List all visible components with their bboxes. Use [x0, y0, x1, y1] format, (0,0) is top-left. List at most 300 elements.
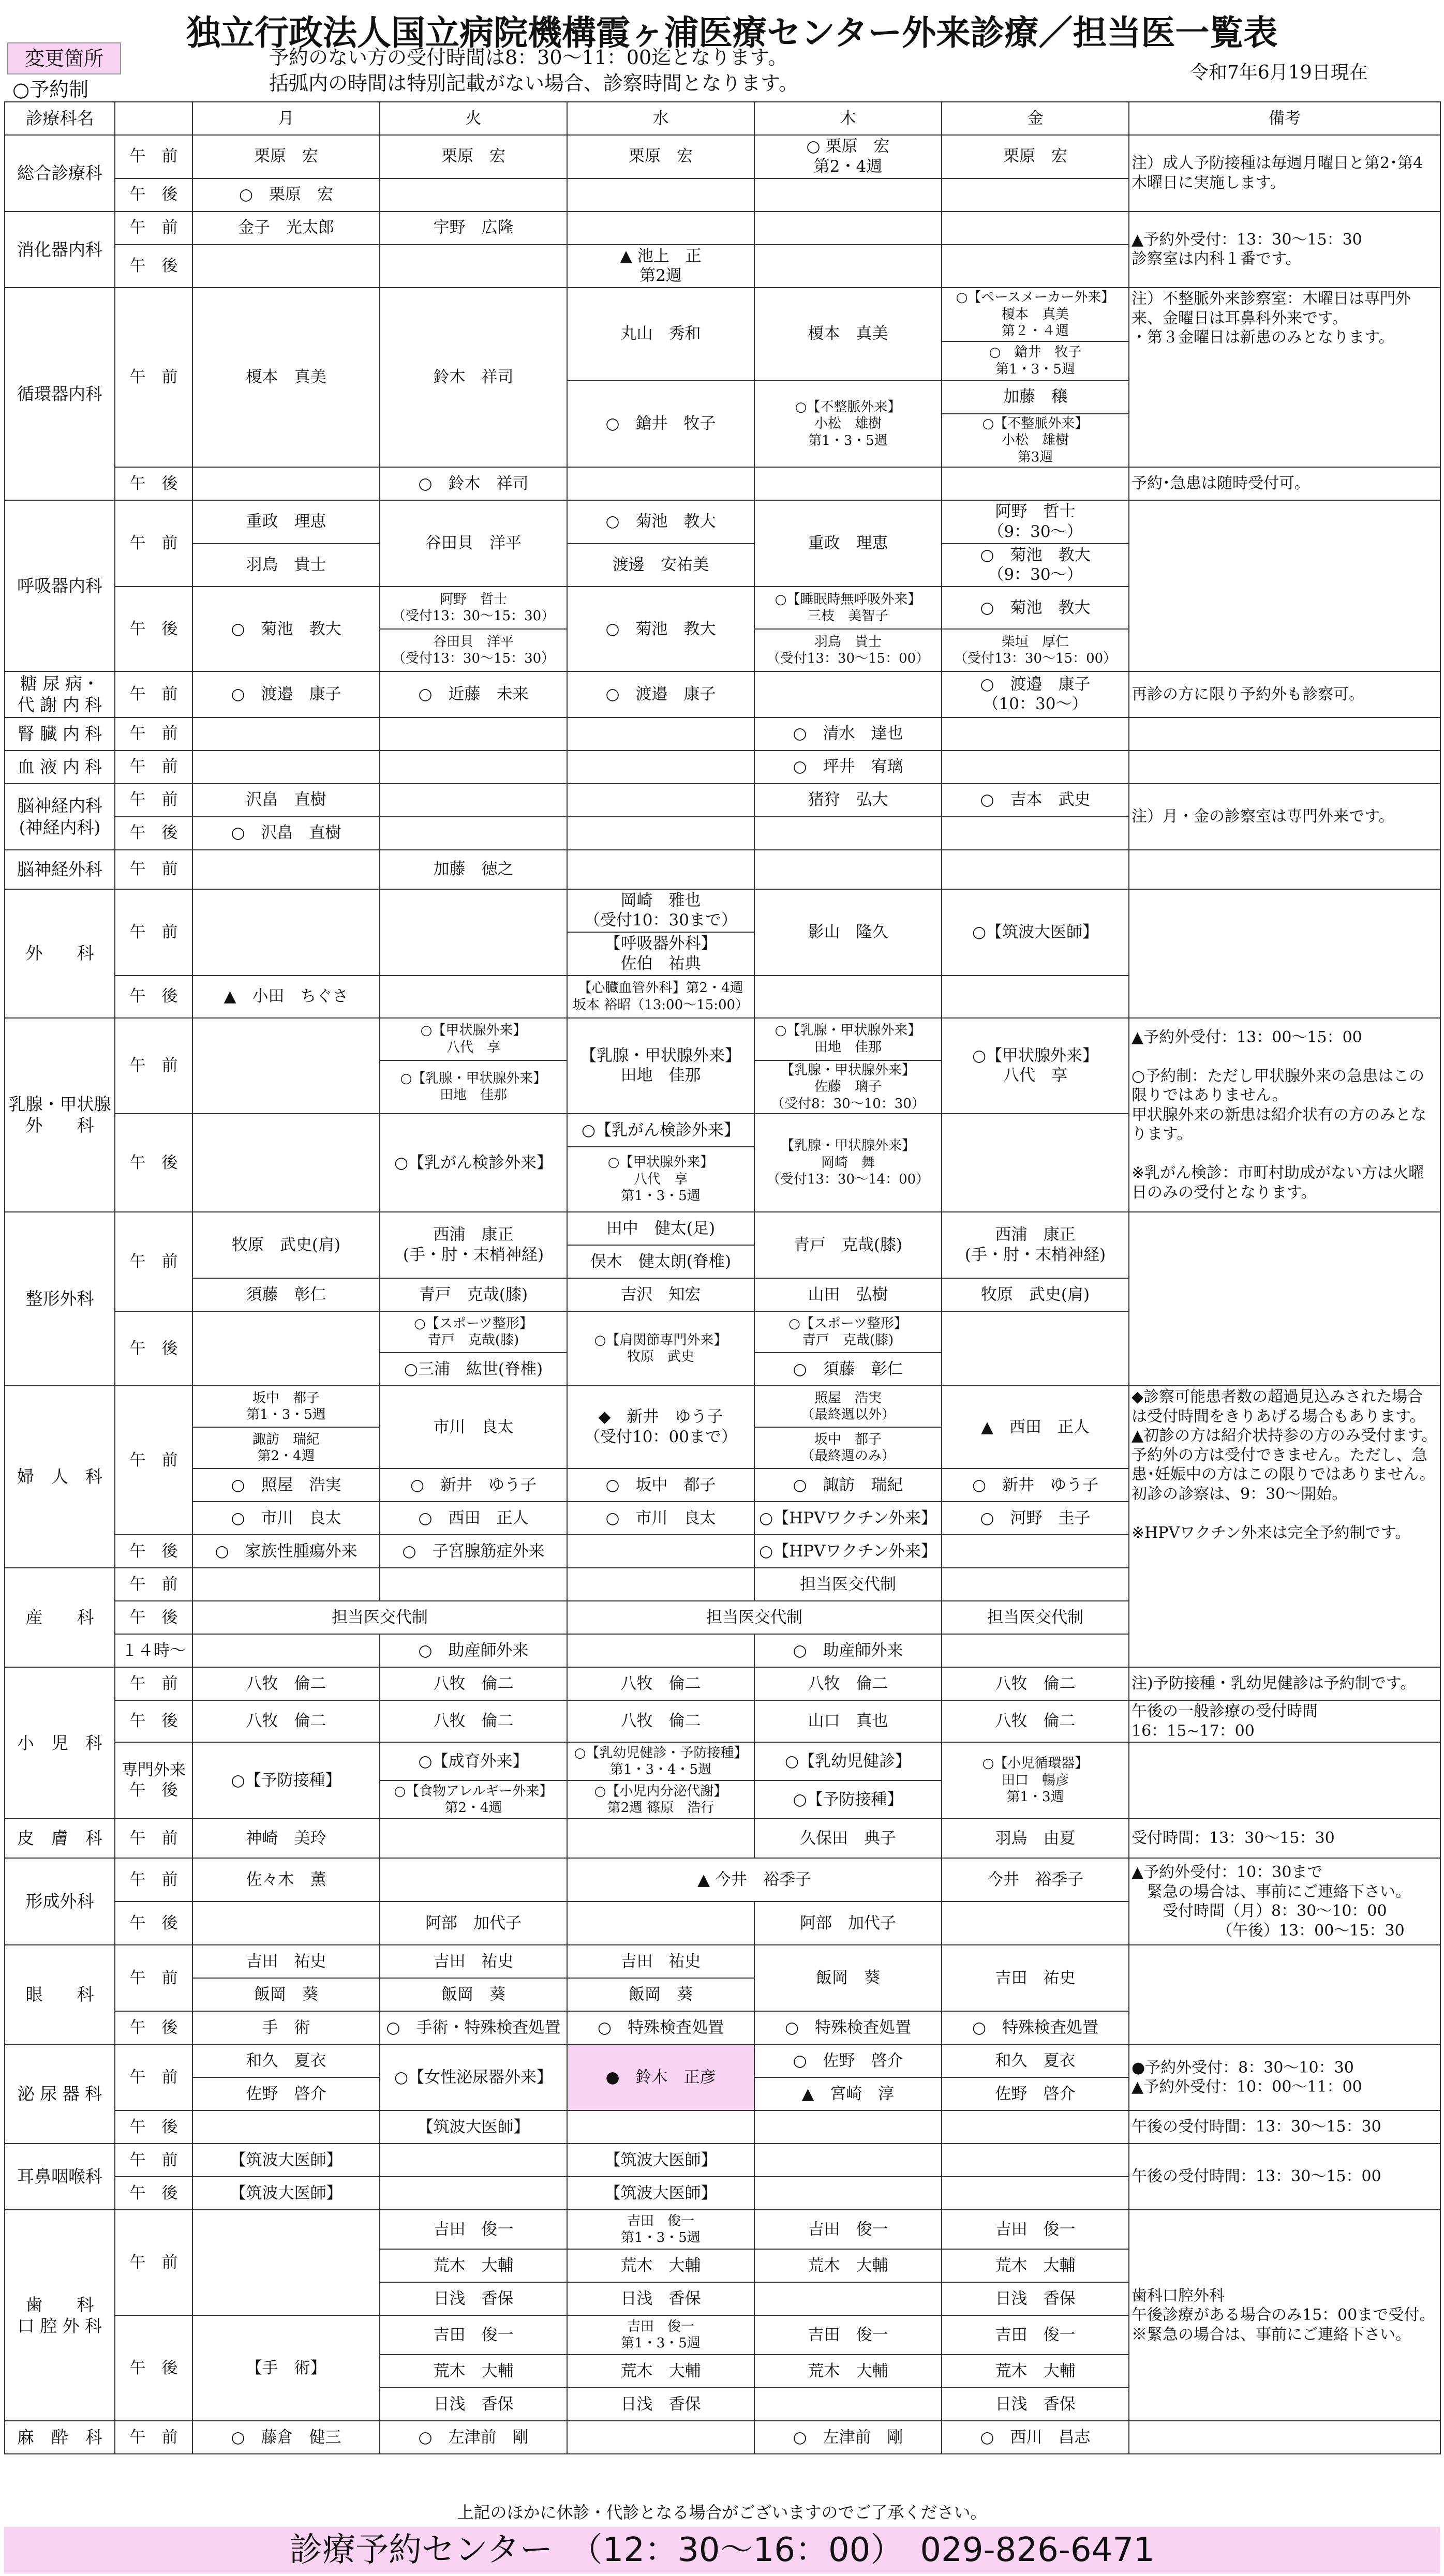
doctor-cell [567, 1147, 754, 1212]
doctor-cell [192, 1667, 380, 1700]
table-row [5, 2044, 1440, 2077]
doctor-cell-text: 吉田 俊一 [433, 2220, 514, 2239]
empty-cell [754, 467, 942, 500]
doctor-cell-text: ○ 西田 正人 [418, 1508, 529, 1527]
doctor-cell [942, 2355, 1129, 2388]
doctor-cell-text: ○ 菊池 教大 [231, 619, 341, 638]
empty-cell [192, 1568, 380, 1601]
doctor-cell [754, 1819, 942, 1858]
doctor-cell [567, 1502, 754, 1535]
period-cell [115, 178, 192, 212]
period-cell-text: 午 後 [129, 256, 178, 275]
empty-cell [567, 1634, 754, 1667]
table-row [5, 1212, 1440, 1245]
doctor-cell-text: 担当医交代制 [706, 1608, 802, 1627]
doctor-cell [192, 587, 380, 671]
department-name-text: 循環器内科 [17, 383, 102, 404]
doctor-cell [754, 1469, 942, 1502]
department-name-text: 脳神経外科 [17, 859, 102, 879]
empty-cell [192, 2210, 380, 2315]
doctor-cell [942, 587, 1129, 629]
doctor-cell-text: 【筑波大医師】 [604, 2183, 717, 2203]
empty-cell [380, 784, 567, 817]
department-name-text: 形成外科 [25, 1891, 94, 1912]
empty-cell [1129, 1212, 1440, 1386]
period-cell [115, 1568, 192, 1601]
note-cell [1129, 1018, 1440, 1212]
period-cell-text: 午 前 [129, 757, 178, 776]
note-cell-text: 午後の受付時間：13：30～15：30 [1132, 2118, 1381, 2136]
column-header-text: 診療科名 [25, 108, 94, 129]
empty-cell [942, 1114, 1129, 1212]
doctor-cell [942, 2011, 1129, 2044]
period-cell-text: 午 後 [129, 987, 178, 1006]
column-header-text: 金 [1027, 109, 1044, 128]
doctor-cell-text: 八牧 倫二 [995, 1712, 1076, 1731]
doctor-cell [567, 2210, 754, 2249]
table-row [5, 288, 1440, 341]
department-name [5, 1858, 115, 1945]
empty-cell [1129, 1945, 1440, 2044]
table-row [5, 1742, 1440, 1780]
table-row [5, 1386, 1440, 1427]
doctor-cell [380, 1353, 567, 1386]
doctor-cell [567, 2177, 754, 2210]
doctor-cell-text: 【筑波大医師】 [417, 2117, 530, 2136]
reception-notes [269, 44, 798, 96]
doctor-cell [567, 1212, 754, 1245]
note-cell [1129, 2044, 1440, 2110]
table-row [5, 889, 1440, 933]
doctor-cell-text: 牧原 武史(肩) [980, 1285, 1090, 1304]
doctor-cell-text: 渡邊 安祐美 [613, 555, 709, 574]
doctor-cell-text: 羽鳥 由夏 [995, 1829, 1076, 1848]
doctor-cell-text: 【筑波大医師】 [230, 2150, 343, 2169]
table-row [5, 1667, 1440, 1700]
doctor-cell [567, 1667, 754, 1700]
column-header [567, 102, 754, 135]
doctor-cell [380, 2249, 567, 2282]
empty-cell [942, 1634, 1129, 1667]
doctor-cell-text: ○ 佐野 啓介 [793, 2051, 903, 2070]
doctor-cell-text: 鈴木 祥司 [433, 368, 514, 387]
doctor-cell [567, 932, 754, 976]
doctor-cell [754, 1742, 942, 1780]
doctor-cell-text: ○ 鎗井 牧子 第1・3・5週 [989, 345, 1082, 377]
department-name [5, 2044, 115, 2144]
doctor-cell-text: 栗原 宏 [1003, 147, 1067, 166]
period-cell-text: 午 前 [129, 147, 178, 166]
doctor-cell [192, 1535, 380, 1568]
doctor-cell [567, 1780, 754, 1819]
doctor-cell [942, 629, 1129, 671]
department-name [5, 2421, 115, 2454]
table-row [5, 102, 1440, 135]
doctor-cell-text: 佐野 啓介 [246, 2084, 326, 2103]
doctor-cell [380, 1901, 567, 1945]
note-cell-text: 午後の一般診療の受付時間 16：15~17：00 [1132, 1702, 1318, 1740]
doctor-cell-text: 荒木 大輔 [808, 2256, 888, 2275]
doctor-cell [380, 1780, 567, 1819]
period-cell [115, 1901, 192, 1945]
doctor-cell [192, 2011, 380, 2044]
doctor-cell [567, 1742, 754, 1780]
period-cell [115, 2144, 192, 2177]
doctor-cell [942, 414, 1129, 468]
doctor-cell [380, 2355, 567, 2388]
department-name [5, 2144, 115, 2210]
doctor-cell-text: ○ 清水 達也 [793, 724, 903, 743]
doctor-cell-text: 八牧 倫二 [433, 1712, 514, 1731]
doctor-cell-text: ○【スポーツ整形】 青戸 克哉(膝) [414, 1315, 533, 1348]
doctor-cell [942, 135, 1129, 178]
doctor-cell-text: ○ 鎗井 牧子 [605, 414, 716, 433]
empty-cell [1129, 751, 1440, 784]
note-cell [1129, 784, 1440, 850]
doctor-cell [567, 1386, 754, 1469]
doctor-cell-text: 佐々木 薫 [246, 1870, 326, 1889]
doctor-cell-text: ○【小児内分泌代謝】 第2週 篠原 浩行 [594, 1783, 727, 1816]
empty-cell [567, 850, 754, 889]
period-cell-text: 午 後 [129, 619, 178, 638]
period-cell [115, 976, 192, 1018]
doctor-cell [754, 1114, 942, 1212]
empty-cell [754, 2144, 942, 2177]
department-name [5, 1212, 115, 1386]
doctor-cell [380, 587, 567, 629]
doctor-cell [192, 178, 380, 212]
doctor-cell [192, 500, 380, 544]
doctor-cell-text: ○【予防接種】 [231, 1771, 341, 1790]
empty-cell [380, 178, 567, 212]
period-cell [115, 2177, 192, 2210]
doctor-cell [567, 2282, 754, 2315]
doctor-cell-text: 吉田 祐史 [995, 1968, 1076, 1987]
note-cell-text: 注）不整脈外来診察室：木曜日は専門外来、金曜日は耳鼻科外来です。 ・第３金曜日は新患のみとなります。 [1132, 290, 1411, 347]
note-cell [1129, 288, 1440, 467]
doctor-cell [380, 2315, 567, 2355]
period-cell-text: 午 前 [129, 2068, 178, 2087]
empty-cell [380, 1858, 567, 1901]
doctor-cell [380, 671, 567, 717]
period-cell-text: 午 前 [129, 1056, 178, 1075]
doctor-cell-text: 飯岡 葵 [629, 1985, 693, 2004]
period-cell [115, 817, 192, 850]
doctor-cell-text: ○ 西川 昌志 [980, 2428, 1091, 2447]
doctor-cell-text: 坂中 都子 第1・3・5週 [246, 1390, 326, 1422]
doctor-cell-text: ○【乳がん検診外来】 [394, 1153, 553, 1172]
doctor-cell-text: 岡崎 雅也 （受付10：30まで） [584, 891, 737, 930]
doctor-cell-text: 【筑波大医師】 [604, 2150, 717, 2169]
department-name-text: 消化器内科 [17, 239, 102, 260]
doctor-cell-text: 吉田 俊一 [808, 2325, 888, 2344]
empty-cell [380, 1568, 567, 1601]
doctor-cell [380, 2210, 567, 2249]
doctor-cell-text: ○ 藤倉 健三 [231, 2428, 341, 2447]
doctor-cell-text: 荒木 大輔 [433, 2256, 514, 2275]
doctor-cell [567, 135, 754, 178]
table-row [5, 717, 1440, 751]
doctor-cell [754, 1700, 942, 1742]
doctor-cell [380, 1469, 567, 1502]
doctor-cell-text: 荒木 大輔 [433, 2361, 514, 2380]
department-name [5, 500, 115, 671]
period-cell [115, 587, 192, 671]
doctor-cell-text: 青戸 克哉(膝) [419, 1285, 528, 1304]
department-name-text: 泌 尿 器 科 [17, 2084, 102, 2104]
doctor-cell-text: ○【ペースメーカー外来】 榎本 真美 第２・４週 [956, 290, 1115, 339]
doctor-cell-text: 手 術 [262, 2018, 310, 2037]
doctor-cell [754, 1212, 942, 1278]
doctor-cell [567, 2315, 754, 2355]
doctor-cell [754, 2077, 942, 2110]
column-header-text: 備考 [1269, 109, 1301, 128]
empty-cell [1129, 500, 1440, 671]
doctor-cell [754, 751, 942, 784]
doctor-cell-text: 吉田 俊一 [995, 2220, 1076, 2239]
empty-cell [192, 1311, 380, 1386]
period-cell [115, 2421, 192, 2454]
doctor-cell-text: 山口 真也 [808, 1712, 888, 1731]
doctor-cell [942, 381, 1129, 414]
doctor-cell [380, 135, 567, 178]
empty-cell [567, 1901, 754, 1945]
doctor-cell-text: ○ 手術・特殊検査処置 [386, 2018, 561, 2037]
doctor-cell [942, 1601, 1129, 1634]
doctor-cell-text: 羽鳥 貴士 [246, 555, 326, 574]
doctor-cell [192, 1278, 380, 1311]
doctor-cell [754, 1901, 942, 1945]
as-of-date: 令和7年6月19日現在 [1190, 62, 1368, 83]
doctor-cell [192, 1469, 380, 1502]
doctor-cell-text: 坂中 都子 （最終週のみ） [800, 1431, 895, 1464]
table-row [5, 467, 1440, 500]
doctor-cell-text: 沢畠 直樹 [246, 790, 326, 810]
department-name [5, 1018, 115, 1212]
period-cell-text: 午 後 [129, 2183, 178, 2203]
doctor-cell [192, 817, 380, 850]
doctor-cell-text: 久保田 典子 [800, 1829, 896, 1848]
period-cell-text: 午 前 [129, 860, 178, 879]
doctor-cell-text: ○ 沢畠 直樹 [231, 823, 341, 843]
doctor-cell [192, 2144, 380, 2177]
period-cell-text: 午 前 [129, 2253, 178, 2272]
doctor-cell [567, 976, 754, 1018]
legend-changed: 変更箇所 [7, 42, 121, 74]
doctor-cell-text: ○【女性泌尿器外来】 [394, 2068, 553, 2087]
empty-cell [115, 102, 192, 135]
doctor-cell-text: 阿野 哲士 （9：30～） [988, 502, 1083, 541]
doctor-cell [380, 2110, 567, 2144]
doctor-cell [567, 245, 754, 288]
doctor-cell-text: 日浅 香保 [995, 2289, 1076, 2308]
doctor-cell [567, 1018, 754, 1114]
doctor-cell-text: 猪狩 弘大 [808, 790, 888, 810]
column-header [192, 102, 380, 135]
doctor-cell [192, 2177, 380, 2210]
doctor-cell-text: ○ 鈴木 祥司 [418, 474, 529, 493]
empty-cell [567, 2421, 754, 2454]
doctor-cell-text: 荒木 大輔 [620, 2256, 701, 2275]
empty-cell [942, 2110, 1129, 2144]
doctor-cell [567, 2249, 754, 2282]
period-cell-text: 午 後 [129, 1608, 178, 1627]
period-cell-text: 午 後 [129, 1541, 178, 1561]
empty-cell [942, 717, 1129, 751]
empty-cell [942, 212, 1129, 245]
table-row [5, 1700, 1440, 1742]
doctor-cell [754, 500, 942, 587]
empty-cell [380, 717, 567, 751]
doctor-cell-text: 阿部 加代子 [800, 1913, 896, 1933]
period-cell-text: 午 後 [129, 185, 178, 204]
column-header [942, 102, 1129, 135]
empty-cell [754, 850, 942, 889]
doctor-cell [754, 2044, 942, 2077]
doctor-cell-text: ○ 左津前 剛 [418, 2428, 529, 2447]
period-cell-text: 午 前 [129, 1674, 178, 1693]
department-name-text: 産 科 [25, 1607, 94, 1628]
note-cell [1129, 212, 1440, 288]
doctor-cell-text: ○ 家族性腫瘍外来 [215, 1541, 358, 1561]
note-line: 予約のない方の受付時間は8：30～11：00迄となります。 [269, 46, 788, 69]
doctor-cell-text: 八牧 倫二 [620, 1712, 701, 1731]
department-name-text: 麻 酔 科 [17, 2427, 102, 2448]
doctor-cell [567, 671, 754, 717]
empty-cell [567, 817, 754, 850]
doctor-cell [942, 341, 1129, 381]
doctor-cell [192, 1700, 380, 1742]
doctor-cell [567, 2355, 754, 2388]
doctor-cell [754, 2315, 942, 2355]
doctor-cell [754, 1018, 942, 1060]
table-row [5, 784, 1440, 817]
doctor-cell-text: 西浦 康正 (手・肘・末梢神経) [403, 1225, 544, 1264]
column-header [754, 102, 942, 135]
doctor-cell-text: ○【肩関節専門外来】 牧原 武史 [594, 1332, 727, 1365]
doctor-cell-text: 日浅 香保 [620, 2289, 701, 2308]
doctor-cell [192, 1212, 380, 1278]
doctor-cell [567, 1601, 942, 1634]
doctor-cell-text: ○【予防接種】 [793, 1790, 903, 1809]
doctor-cell [567, 1311, 754, 1386]
doctor-cell [192, 2077, 380, 2110]
doctor-cell-text: ○【不整脈外来】 小松 雄樹 第3週 [982, 415, 1089, 465]
doctor-cell-text: ● 鈴木 正彦 [605, 2068, 716, 2087]
period-cell [115, 717, 192, 751]
doctor-cell [192, 212, 380, 245]
period-cell [115, 1018, 192, 1114]
doctor-cell-text: ○ 須藤 彰仁 [793, 1359, 903, 1379]
note-cell-text: ▲予約外受付：10：30まで 緊急の場合は、事前にご連絡下さい。 受付時間（月）8：30～10：00 （午後）13：00～15：30 [1132, 1863, 1411, 1940]
doctor-cell-text: 吉田 祐史 [246, 1952, 326, 1971]
period-cell [115, 1212, 192, 1311]
department-name [5, 1568, 115, 1667]
period-cell [115, 2044, 192, 2110]
doctor-cell-text: 吉田 祐史 [620, 1952, 701, 1971]
period-cell-text: 午 前 [129, 2428, 178, 2447]
doctor-cell [942, 2077, 1129, 2110]
doctor-cell-text: 西浦 康正 (手・肘・末梢神経) [964, 1225, 1106, 1264]
footnote: 上記のほかに休診・代診となる場合がございますのでご了承ください。 [457, 2503, 987, 2522]
doctor-cell-text: 【乳腺・甲状腺外来】 佐藤 璃子 （受付8：30～10：30） [771, 1062, 925, 1112]
empty-cell [567, 178, 754, 212]
period-cell [115, 1858, 192, 1901]
doctor-cell-text: 荒木 大輔 [620, 2361, 701, 2380]
doctor-cell-text: 【心臓血管外科】第2・4週 坂本 裕昭（13:00～15:00） [572, 980, 749, 1013]
doctor-cell-text: 栗原 宏 [629, 147, 693, 166]
doctor-cell-text: 重政 理恵 [808, 534, 888, 553]
period-cell [115, 1311, 192, 1386]
department-name-text: 呼吸器内科 [17, 575, 102, 596]
note-cell [1129, 1700, 1440, 1742]
period-cell-text: 午 後 [129, 1339, 178, 1358]
note-cell [1129, 1858, 1440, 1945]
period-cell-text: 午 前 [129, 2150, 178, 2169]
department-name-text: 脳神経内科 (神経内科) [17, 796, 102, 837]
doctor-cell-text: ○ 坂中 都子 [605, 1475, 716, 1494]
table-row [5, 751, 1440, 784]
doctor-cell-text: 【乳腺・甲状腺外来】 田地 佳那 [580, 1046, 741, 1085]
period-cell-text: 午 後 [129, 2358, 178, 2377]
note-cell-text: ◆診察可能患者数の超過見込みされた場合は受付時間をきりあげる場合もあります。 ▲初診の方は紹介状持参の方のみ受付ます。予約外の方は受付できません。ただし、急患･妊娠中の方はこの限りではありません。 初診の診察は、9：30～開始。 ※HPVワクチン外来は完全予約制です。 [1132, 1388, 1437, 1542]
doctor-cell-text: 金子 光太郎 [238, 218, 334, 237]
empty-cell [1129, 1742, 1440, 1819]
doctor-cell-text: ○ 渡邉 康子 （10：30～） [980, 675, 1091, 714]
doctor-cell [754, 1278, 942, 1311]
doctor-cell-text: 和久 夏衣 [246, 2051, 326, 2070]
empty-cell [380, 889, 567, 976]
period-cell [115, 1386, 192, 1535]
note-cell [1129, 1386, 1440, 1667]
doctor-cell [942, 2421, 1129, 2454]
doctor-cell-text: 吉田 俊一 [995, 2325, 1076, 2344]
schedule-body [5, 102, 1440, 2454]
doctor-cell-text: ○ 照屋 浩実 [231, 1475, 341, 1494]
period-cell-text: 午 前 [129, 724, 178, 743]
doctor-cell-text: 荒木 大輔 [995, 2256, 1076, 2275]
period-cell-text: 午 前 [129, 368, 178, 387]
table-row [5, 671, 1440, 717]
doctor-cell-text: ○【食物アレルギー外来】 第2・4週 [394, 1783, 553, 1816]
doctor-cell [380, 2044, 567, 2110]
doctor-cell-text: ○【不整脈外来】 小松 雄樹 第1・3・5週 [795, 399, 901, 448]
doctor-cell-text: 阿野 哲士 （受付13：30～15：30） [392, 591, 555, 624]
note-cell-text: ●予約外受付：8：30～10：30 ▲予約外受付：10：00～11：00 [1132, 2058, 1362, 2096]
doctor-cell [754, 2249, 942, 2282]
doctor-cell-text: ○ 特殊検査処置 [972, 2018, 1099, 2037]
doctor-cell [380, 1742, 567, 1780]
doctor-cell [192, 2044, 380, 2077]
note-cell-text: 再診の方に限り予約外も診察可。 [1132, 685, 1364, 703]
doctor-cell-text: ○【乳幼児健診】 [784, 1751, 912, 1771]
note-cell-text: ▲予約外受付：13：30～15：30 診察室は内科１番です。 [1132, 230, 1362, 268]
period-cell-text: 午 前 [129, 684, 178, 703]
table-row [5, 2144, 1440, 2177]
doctor-cell [942, 2044, 1129, 2077]
page-title: 独立行政法人国立病院機構霞ヶ浦医療センター外来診療／担当医一覧表 [186, 12, 1278, 53]
empty-cell [942, 1568, 1129, 1601]
doctor-cell [192, 1858, 380, 1901]
doctor-cell [380, 1114, 567, 1212]
doctor-cell-text: 羽鳥 貴士 （受付13：30～15：00） [766, 634, 930, 666]
doctor-cell [754, 1353, 942, 1386]
department-name-text: 糖 尿 病・ 代 謝 内 科 [17, 673, 102, 715]
empty-cell [942, 245, 1129, 288]
doctor-cell [567, 2011, 754, 2044]
empty-cell [754, 245, 942, 288]
doctor-cell-text: ▲ 西田 正人 [981, 1417, 1090, 1436]
